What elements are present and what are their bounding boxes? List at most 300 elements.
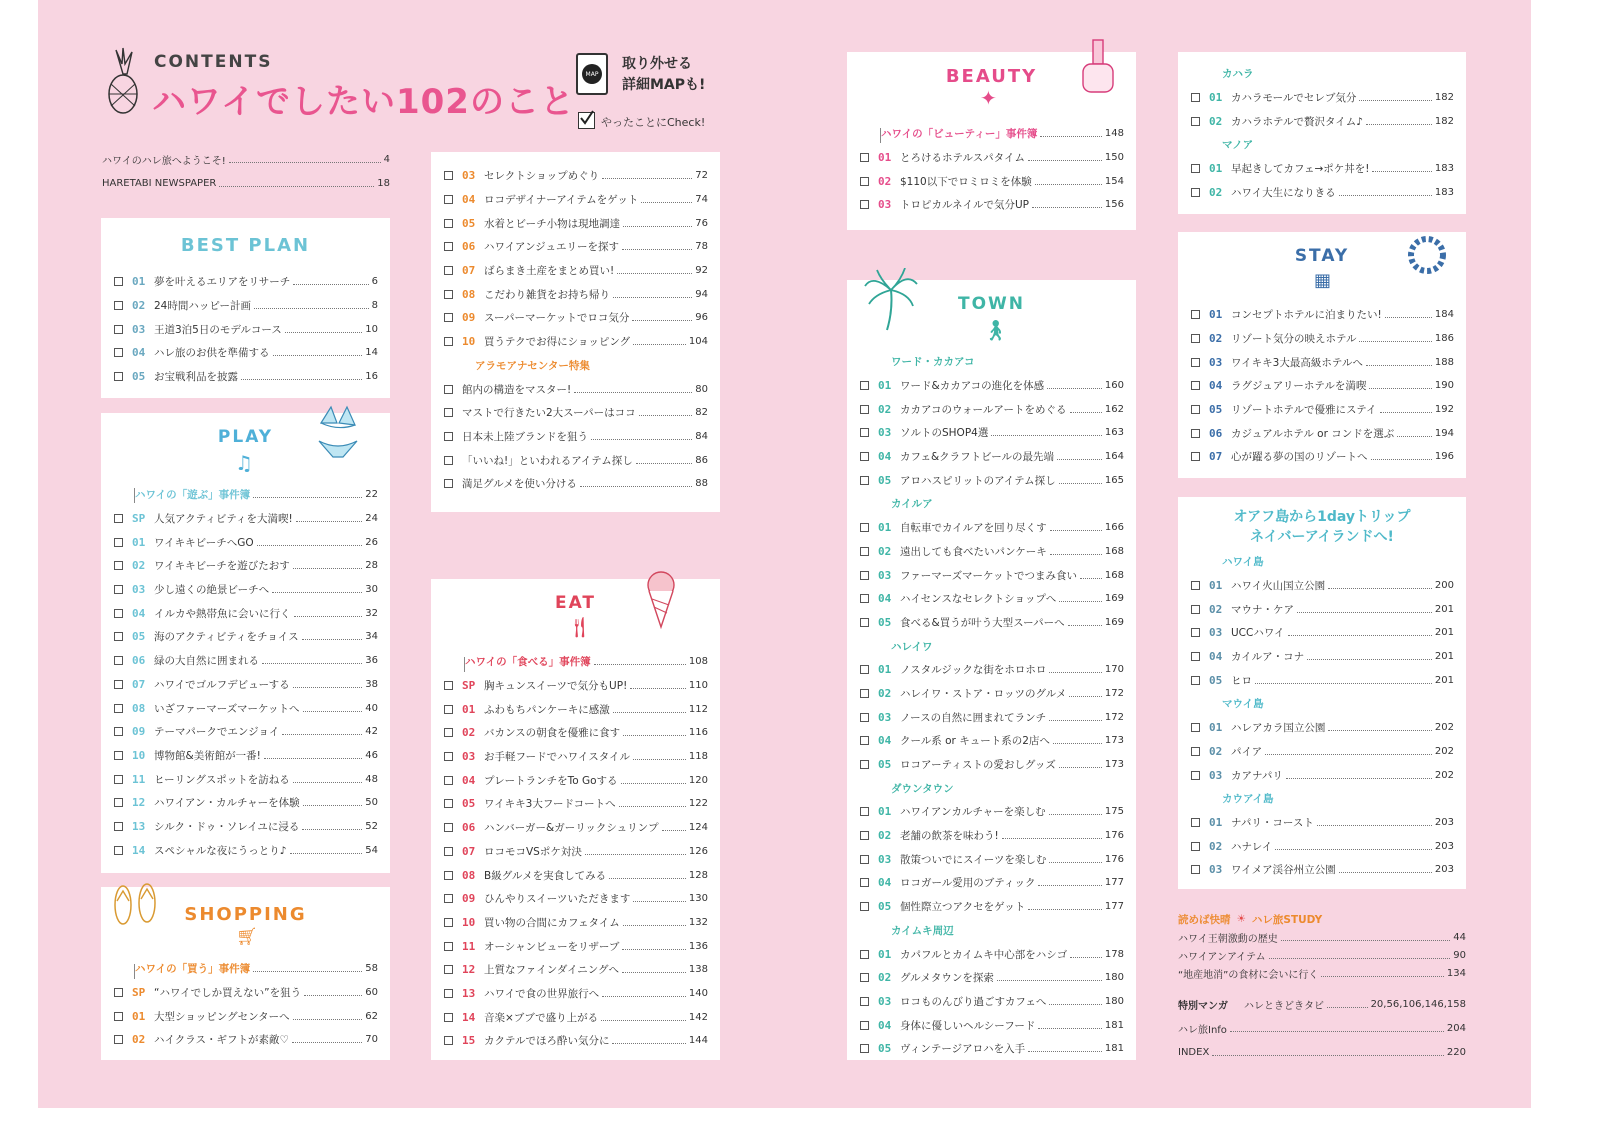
- leader-dots: [1049, 814, 1102, 815]
- checkbox[interactable]: [1191, 452, 1200, 461]
- page-number: 30: [365, 584, 378, 596]
- item-title: ソルトのSHOP4選: [900, 427, 989, 440]
- checkbox[interactable]: [1191, 676, 1200, 685]
- leader-dots: [292, 1042, 362, 1043]
- checkbox[interactable]: [114, 988, 123, 997]
- page-number: 58: [365, 963, 378, 975]
- checkbox[interactable]: [860, 428, 869, 437]
- checkbox[interactable]: [1191, 747, 1200, 756]
- shopping-continued-list: [431, 164, 720, 496]
- list-item: [847, 587, 1136, 611]
- leader-dots: [1002, 838, 1102, 839]
- shopping-list: [101, 957, 390, 1052]
- checkbox[interactable]: [860, 200, 869, 209]
- leader-dots: [1265, 754, 1432, 755]
- item-title: コンセプトホテルに泊まりたい!: [1231, 309, 1382, 322]
- study-label-a: 読めば快晴: [1178, 913, 1231, 926]
- page-number: 10: [365, 323, 378, 335]
- list-item: [1178, 86, 1466, 110]
- item-title: お手軽フードでハワイスタイル: [484, 751, 631, 764]
- leader-dots: [1040, 136, 1102, 137]
- checkbox[interactable]: [1191, 605, 1200, 614]
- checkbox[interactable]: [444, 823, 453, 832]
- checkbox[interactable]: [860, 997, 869, 1006]
- checkbox[interactable]: [114, 775, 123, 784]
- area-heading: カウアイ島: [1222, 793, 1274, 806]
- leader-dots: [622, 249, 692, 250]
- item-title: 老舗の飲茶を味わう!: [900, 830, 999, 843]
- checkbox[interactable]: [1191, 842, 1200, 851]
- item-number: 02: [132, 299, 146, 313]
- checkbox[interactable]: [444, 918, 453, 927]
- item-title: リゾートホテルで優雅にステイ: [1231, 404, 1377, 417]
- leader-dots: [302, 639, 363, 640]
- item-number: 04: [462, 193, 476, 207]
- leader-dots: [304, 995, 362, 996]
- page-number: 8: [371, 300, 378, 312]
- intro-row: [102, 147, 390, 171]
- leader-dots: [303, 805, 363, 806]
- checkbox[interactable]: [444, 408, 453, 417]
- leader-dots: [1049, 862, 1102, 863]
- checkbox[interactable]: [114, 301, 123, 310]
- item-title: 早起きしてカフェ→ポケ丼を!: [1231, 163, 1370, 176]
- checkbox[interactable]: [860, 902, 869, 911]
- leader-dots: [282, 734, 362, 735]
- page-number: 54: [365, 844, 378, 856]
- item-number: 01: [878, 947, 892, 961]
- item-title: 遠出しても食べたいパンケーキ: [900, 545, 1047, 558]
- extras-list: [1178, 992, 1466, 1064]
- leader-dots: [1057, 459, 1102, 460]
- leader-dots: [601, 1020, 686, 1021]
- checkbox[interactable]: [114, 1035, 123, 1044]
- item-title: お宝戦利品を披露: [154, 371, 238, 384]
- list-item: [431, 721, 720, 745]
- checkbox[interactable]: [114, 680, 123, 689]
- checkbox[interactable]: [1191, 628, 1200, 637]
- list-item: [431, 211, 720, 235]
- list-item: [847, 169, 1136, 193]
- list-item: [847, 753, 1136, 777]
- page-number: 201: [1434, 651, 1454, 663]
- area-heading: マウイ島: [1222, 698, 1264, 711]
- checkbox[interactable]: [444, 313, 453, 322]
- list-item: [1178, 740, 1466, 764]
- checkbox[interactable]: [114, 372, 123, 381]
- checkbox[interactable]: [1191, 818, 1200, 827]
- checkbox[interactable]: [114, 704, 123, 713]
- checkbox[interactable]: [860, 831, 869, 840]
- item-number: 02: [1209, 602, 1223, 616]
- checkbox[interactable]: [444, 681, 453, 690]
- page-number: 94: [695, 288, 708, 300]
- checkbox[interactable]: [114, 846, 123, 855]
- page-number: 203: [1434, 864, 1454, 876]
- item-number: 11: [132, 772, 146, 786]
- checkbox[interactable]: [860, 665, 869, 674]
- item-number: 03: [878, 568, 892, 582]
- page-number: 182: [1434, 92, 1454, 104]
- checkbox[interactable]: [114, 325, 123, 334]
- checkbox[interactable]: [114, 348, 123, 357]
- page-number: 22: [365, 489, 378, 501]
- checkbox[interactable]: [444, 479, 453, 488]
- checkbox[interactable]: [1191, 334, 1200, 343]
- leader-dots: [630, 688, 686, 689]
- sun-icon: ☀: [1236, 913, 1246, 925]
- list-item: [1178, 834, 1466, 858]
- leader-dots: [623, 226, 692, 227]
- leader-dots: [285, 332, 362, 333]
- leader-dots: [609, 878, 686, 879]
- list-item: [1178, 621, 1466, 645]
- checkbox[interactable]: [114, 798, 123, 807]
- checkbox[interactable]: [860, 807, 869, 816]
- stay-list: [1178, 303, 1466, 469]
- leader-dots: [1371, 459, 1432, 460]
- item-title: 夢を叶えるエリアをリサーチ: [154, 276, 291, 289]
- page-number: 186: [1434, 333, 1454, 345]
- checkbox[interactable]: [114, 822, 123, 831]
- checkbox[interactable]: [860, 405, 869, 414]
- leader-dots: [602, 178, 692, 179]
- leader-dots: [296, 521, 363, 522]
- checkbox[interactable]: [114, 751, 123, 760]
- check-note: やったことにCheck!: [601, 116, 706, 129]
- checkbox[interactable]: [860, 452, 869, 461]
- item-title: カフェ&クラフトビールの最先端: [900, 451, 1055, 464]
- page-number: 148: [1104, 128, 1124, 140]
- list-item: [431, 235, 720, 259]
- checkbox[interactable]: [1191, 771, 1200, 780]
- checkbox[interactable]: [444, 290, 453, 299]
- checkbox[interactable]: [114, 561, 123, 570]
- intro-title: HARETABI NEWSPAPER: [102, 177, 217, 189]
- checkbox[interactable]: [444, 456, 453, 465]
- town-heading: TOWN: [957, 294, 1026, 314]
- checkbox[interactable]: [444, 728, 453, 737]
- item-number: 09: [462, 892, 476, 906]
- item-title: マストで行きたい2大スーパーはココ: [462, 407, 636, 420]
- checkbox[interactable]: [860, 381, 869, 390]
- checkbox[interactable]: [1191, 164, 1200, 173]
- checkbox[interactable]: [444, 965, 453, 974]
- leader-dots: [1080, 578, 1102, 579]
- leader-dots: [294, 616, 363, 617]
- checkbox[interactable]: [444, 242, 453, 251]
- study-row: [1178, 928, 1466, 946]
- item-title: ワイキキ3大フードコートへ: [484, 798, 616, 811]
- list-item: [847, 847, 1136, 871]
- checkbox[interactable]: [444, 1013, 453, 1022]
- leader-dots: [1328, 730, 1432, 731]
- item-title: ノスタルジックな街をホロホロ: [900, 664, 1047, 677]
- sparkle-icon: ✦: [980, 86, 997, 110]
- checkbox[interactable]: [114, 632, 123, 641]
- leader-dots: [991, 435, 1102, 436]
- leader-dots: [1359, 341, 1431, 342]
- checkbox[interactable]: [114, 538, 123, 547]
- item-title: アロハスピリットのアイテム探し: [900, 474, 1056, 487]
- contents-page: [38, 0, 1531, 1108]
- nail-polish-icon: [1077, 38, 1119, 98]
- item-number: 04: [878, 1018, 892, 1032]
- leader-dots: [1230, 1031, 1444, 1032]
- item-title: ハレ旅のお供を準備する: [154, 347, 270, 360]
- item-title: ハワイで食の世界旅行へ: [484, 987, 600, 1000]
- checkbox[interactable]: [1191, 723, 1200, 732]
- checkbox[interactable]: [1191, 581, 1200, 590]
- checkbox[interactable]: [860, 523, 869, 532]
- list-item: [101, 578, 390, 602]
- checkbox[interactable]: [860, 973, 869, 982]
- page-number: 180: [1104, 972, 1124, 984]
- area-heading: ハワイ島: [1222, 556, 1264, 569]
- checkbox[interactable]: [444, 989, 453, 998]
- item-number: 01: [1209, 815, 1223, 829]
- checkbox[interactable]: [444, 799, 453, 808]
- list-item: [101, 554, 390, 578]
- checkbox[interactable]: [860, 760, 869, 769]
- stay-heading: STAY: [1294, 246, 1350, 266]
- item-title: ハイセンスなセレクトショップへ: [900, 593, 1057, 606]
- item-number: 02: [1209, 114, 1223, 128]
- sub-heading-row: [847, 122, 1136, 146]
- checkbox[interactable]: [860, 1021, 869, 1030]
- item-title: 音楽×ブブで盛り上がる: [484, 1011, 599, 1024]
- sub-heading-row: [101, 483, 390, 507]
- checkbox[interactable]: [444, 894, 453, 903]
- list-item: [431, 934, 720, 958]
- checkbox[interactable]: [1191, 405, 1200, 414]
- page-number: 6: [371, 276, 378, 288]
- leader-dots: [1307, 659, 1432, 660]
- item-number: 03: [1209, 626, 1223, 640]
- item-number: 01: [462, 702, 476, 716]
- item-number: 04: [1209, 379, 1223, 393]
- check-sample-icon: [578, 112, 595, 129]
- map-booklet-icon: [576, 53, 608, 95]
- checkbox[interactable]: [1191, 358, 1200, 367]
- item-title: ロコガール愛用のブティック: [900, 877, 1036, 890]
- item-number: 05: [1209, 403, 1223, 417]
- map-badge: MAP: [582, 64, 602, 84]
- checkbox[interactable]: [1191, 865, 1200, 874]
- map-note-line1: 取り外せる: [622, 56, 692, 72]
- item-title: 水着とビーチ小物は現地調達: [484, 217, 621, 230]
- town-section: [847, 280, 1136, 1060]
- item-title: ロコアーティストの愛おしグッズ: [900, 759, 1056, 772]
- leader-dots: [302, 829, 362, 830]
- checkbox[interactable]: [444, 1036, 453, 1045]
- study-title: ハワイ王朝激動の歴史: [1178, 933, 1278, 945]
- item-title: 緑の大自然に囲まれる: [154, 655, 259, 668]
- leader-dots: [641, 202, 692, 203]
- page-number: 201: [1434, 674, 1454, 686]
- list-item: [431, 958, 720, 982]
- checkbox[interactable]: [860, 177, 869, 186]
- list-item: [1178, 763, 1466, 787]
- page-number: 82: [695, 407, 708, 419]
- item-title: ワード&カカアコの進化を体感: [900, 380, 1045, 393]
- item-title: リゾート気分の映えホテル: [1231, 333, 1357, 346]
- page-number: 202: [1434, 769, 1454, 781]
- shopping-heading: SHOPPING: [184, 904, 307, 925]
- checkbox[interactable]: [444, 705, 453, 714]
- checkbox[interactable]: [444, 432, 453, 441]
- checkbox[interactable]: [1191, 310, 1200, 319]
- leader-dots: [636, 463, 693, 464]
- item-number: 09: [462, 311, 476, 325]
- item-title: 買うテクでお得にショッピング: [484, 336, 631, 349]
- item-title: スーパーマーケットでロコ気分: [484, 312, 630, 325]
- checkbox[interactable]: [444, 847, 453, 856]
- item-title: 食べる&買うが叶う大型スーパーへ: [900, 616, 1065, 629]
- item-title: ヒロ: [1231, 674, 1252, 687]
- list-item: [1178, 327, 1466, 351]
- leader-dots: [612, 1043, 685, 1044]
- list-item: [431, 911, 720, 935]
- checkbox[interactable]: [444, 776, 453, 785]
- leader-dots: [1212, 1055, 1444, 1056]
- checkbox[interactable]: [114, 656, 123, 665]
- page-number: 62: [365, 1010, 378, 1022]
- checkbox[interactable]: [1191, 652, 1200, 661]
- checkbox[interactable]: [444, 871, 453, 880]
- checkbox[interactable]: [860, 571, 869, 580]
- item-title: ヴィンテージアロハを入手: [900, 1043, 1026, 1056]
- leader-dots: [1286, 778, 1432, 779]
- list-item: [431, 472, 720, 496]
- item-title: $110以下でロミロミを体験: [900, 175, 1032, 188]
- page-number: 88: [695, 478, 708, 490]
- checkbox[interactable]: [860, 594, 869, 603]
- page-number: 162: [1104, 403, 1124, 415]
- music-note-icon: ♫: [235, 451, 253, 475]
- leader-dots: [639, 415, 693, 416]
- list-item: [101, 341, 390, 365]
- checkbox[interactable]: [860, 950, 869, 959]
- item-title: ハンバーガー&ガーリックシュリンプ: [484, 822, 659, 835]
- checkbox[interactable]: [860, 618, 869, 627]
- page-number: 90: [1453, 949, 1466, 961]
- item-number: 03: [878, 994, 892, 1008]
- checkbox[interactable]: [444, 942, 453, 951]
- item-number: 02: [132, 1033, 146, 1047]
- item-number: 09: [132, 725, 146, 739]
- list-item: [101, 838, 390, 862]
- leader-dots: [1049, 720, 1102, 721]
- checkbox[interactable]: [444, 385, 453, 394]
- leader-dots: [1050, 530, 1102, 531]
- list-item: [1178, 716, 1466, 740]
- checkbox[interactable]: [444, 195, 453, 204]
- checkbox[interactable]: [860, 689, 869, 698]
- list-item: [431, 674, 720, 698]
- item-title: いざファーマーズマーケットへ: [154, 702, 300, 715]
- item-number: 04: [132, 346, 146, 360]
- page-number: 194: [1434, 427, 1454, 439]
- checkbox[interactable]: [444, 337, 453, 346]
- item-number: 06: [462, 240, 476, 254]
- list-item: [1178, 858, 1466, 882]
- item-number: 05: [462, 216, 476, 230]
- item-title: カイルア・コナ: [1231, 651, 1305, 664]
- item-title: ハナレイ: [1231, 840, 1273, 853]
- page-number: 176: [1104, 853, 1124, 865]
- leader-dots: [1328, 588, 1432, 589]
- page-number: 40: [365, 702, 378, 714]
- item-title: ワイキキビーチを遊びたおす: [154, 560, 290, 573]
- checkbox[interactable]: [1191, 93, 1200, 102]
- item-title: パイア: [1231, 745, 1263, 758]
- area-heading: カイムキ周辺: [891, 924, 954, 937]
- checkbox[interactable]: [444, 219, 453, 228]
- checkbox[interactable]: [1191, 188, 1200, 197]
- leader-dots: [1372, 171, 1431, 172]
- page-number: 160: [1104, 380, 1124, 392]
- item-number: 06: [462, 821, 476, 835]
- checkbox[interactable]: [114, 585, 123, 594]
- list-item: [101, 365, 390, 389]
- study-heading: [1178, 910, 1466, 928]
- checkbox[interactable]: [114, 514, 123, 523]
- item-title: 館内の構造をマスター!: [462, 383, 572, 396]
- page-number: 190: [1434, 380, 1454, 392]
- item-number: 06: [1209, 426, 1223, 440]
- item-number: 02: [878, 971, 892, 985]
- item-number: 08: [462, 868, 476, 882]
- best-plan-section: [101, 218, 390, 398]
- item-title: 買い物の合間にカフェタイム: [484, 916, 620, 929]
- checkbox[interactable]: [444, 752, 453, 761]
- checkbox[interactable]: [114, 727, 123, 736]
- checkbox[interactable]: [860, 878, 869, 887]
- checkbox[interactable]: [860, 713, 869, 722]
- sub-heading-title: ハワイの「食べる」事件簿: [465, 656, 591, 669]
- item-number: 05: [878, 473, 892, 487]
- checkbox[interactable]: [860, 1044, 869, 1053]
- checkbox[interactable]: [860, 153, 869, 162]
- checkbox[interactable]: [860, 547, 869, 556]
- checkbox[interactable]: [860, 476, 869, 485]
- checkbox[interactable]: [1191, 381, 1200, 390]
- checkbox[interactable]: [114, 609, 123, 618]
- leader-dots: [1288, 635, 1432, 636]
- checkbox[interactable]: [860, 736, 869, 745]
- best-plan-list: [101, 270, 390, 388]
- eat-list: [431, 650, 720, 1053]
- checkbox[interactable]: [114, 277, 123, 286]
- checkbox[interactable]: [1191, 429, 1200, 438]
- item-title: ハワイでゴルフデビューする: [154, 678, 290, 691]
- leader-dots: [613, 297, 692, 298]
- checkbox[interactable]: [1191, 117, 1200, 126]
- sub-heading-title: ハワイの「買う」事件簿: [135, 963, 251, 976]
- item-number: 02: [462, 726, 476, 740]
- page-number: 14: [365, 347, 378, 359]
- page-number: 116: [688, 727, 708, 739]
- area-heading: ハレイワ: [891, 640, 933, 653]
- leader-dots: [1049, 672, 1102, 673]
- page-number: 118: [688, 751, 708, 763]
- list-item: [101, 696, 390, 720]
- checkbox[interactable]: [860, 855, 869, 864]
- checkbox[interactable]: [114, 1012, 123, 1021]
- checkbox[interactable]: [444, 266, 453, 275]
- checkbox[interactable]: [444, 171, 453, 180]
